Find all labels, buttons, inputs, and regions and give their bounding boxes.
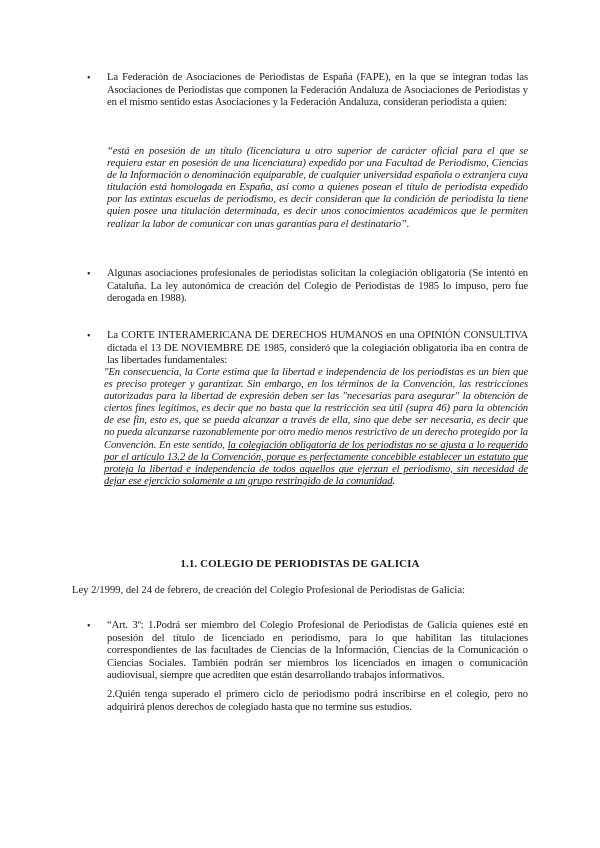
section-heading: 1.1. COLEGIO DE PERIODISTAS DE GALICIA — [180, 558, 420, 570]
colegiacion-paragraph: Algunas asociaciones profesionales de periodistas solicitan la colegiación obligatoria (Se intentó en Cataluña. La ley autonómica de creación del Colegio de Periodistas de 1985 lo impuso, pero fue derogada en 1988). — [107, 268, 528, 305]
fape-paragraph: La Federación de Asociaciones de Periodistas de España (FAPE), en la que se integran todas las Asociaciones de Periodistas que componen la Federación Andaluza de Asociaciones de Periodistas y en el mismo sentido estas Asociaciones y la Federación Andaluza, consideran periodista a quien: — [107, 72, 528, 109]
bullet-marker: • — [87, 331, 91, 342]
corte-quote-text: "En consecuencia, la Corte estima que la libertad e independencia de los periodistas es un bien que es preciso proteger y garantizar. Sin embargo, en los términos de la Convención, las restricciones autorizadas para la libertad de expresión deben ser las "necesarias para asegurar" la obtención de ciertos fines legítimos, es decir que no basta que la restricción sea útil (supra 46) para la obtención de ese fin, esto es, que se pueda alcanzar a través de ella, sino que debe ser necesaria, es decir que no pueda alcanzarse razonablemente por otro medio menos restrictivo de un derecho protegido por la Convención. En este sentido, — [104, 367, 528, 451]
corte-paragraph: La CORTE INTERAMERICANA DE DERECHOS HUMANOS en una OPINIÓN CONSULTIVA dictada el 13 DE NOVIEMBRE DE 1985, consideró que la colegiación obligatoria iba en contra de las libertades fundamentales: — [107, 330, 528, 367]
corte-quote-underlined: la colegiación obligatoria de los periodistas no se ajusta a lo requerido por el artículo 13.2 de la Convención, porque es perfectamente concebible establecer un estatuto que proteja la libertad e independencia de todos aquellos que ejerzan el periodismo, sin necesidad de dejar ese ejercicio solamente a un grupo restringido de la comunidad — [104, 439, 528, 487]
article-bullet-item — [87, 620, 528, 714]
law-intro: Ley 2/1999, del 24 de febrero, de creación del Colegio Profesional de Periodistas de Galicia: — [72, 585, 466, 596]
fape-quote: “está en posesión de un título (licenciatura u otro superior de carácter oficial para el que se requiera estar en posesión de una licenciatura) expedido por una Facultad de Periodismo, Ciencias de la Información o denominación equiparable, de cualquier universidad española o extranjera cuya titulación está homologada en España, así como a quienes posean el título de periodista expedido por las extintas escuelas de periodismo, es decir consideran que la condición de periodista la tiene quien posee una titulación determinada, es decir unos conocimientos académicos que le permiten realizar la labor de comunicar con unas garantías para el destinatario”. — [107, 146, 528, 230]
colegiacion-bullet-item — [87, 268, 528, 306]
article-paragraph-1: “Art. 3º: 1.Podrá ser miembro del Colegio Profesional de Periodistas de Galicia quienes esté en posesión del título de licenciado en periodismo, para lo que habilitan las titulaciones correspondientes de las facultades de Ciencias de la Información, Ciencias de la Comunicación o Ciencias Sociales. También podrán ser miembros los licenciados en imagen o comunicación audiovisual, siempre que acrediten que están desarrollando trabajos informativos. — [107, 620, 528, 682]
corte-bullet-item — [87, 330, 528, 368]
article-paragraph-2: 2.Quién tenga superado el primero ciclo de periodismo podrá inscribirse en el colegio, pero no adquirirá plenos derechos de colegiado hasta que no termine sus estudios. — [107, 688, 528, 713]
fape-bullet-item — [87, 72, 528, 110]
bullet-marker: • — [87, 269, 91, 280]
corte-quote — [104, 367, 528, 488]
corte-quote-end: . — [392, 475, 395, 487]
bullet-marker: • — [87, 73, 91, 84]
bullet-marker: • — [87, 621, 91, 632]
